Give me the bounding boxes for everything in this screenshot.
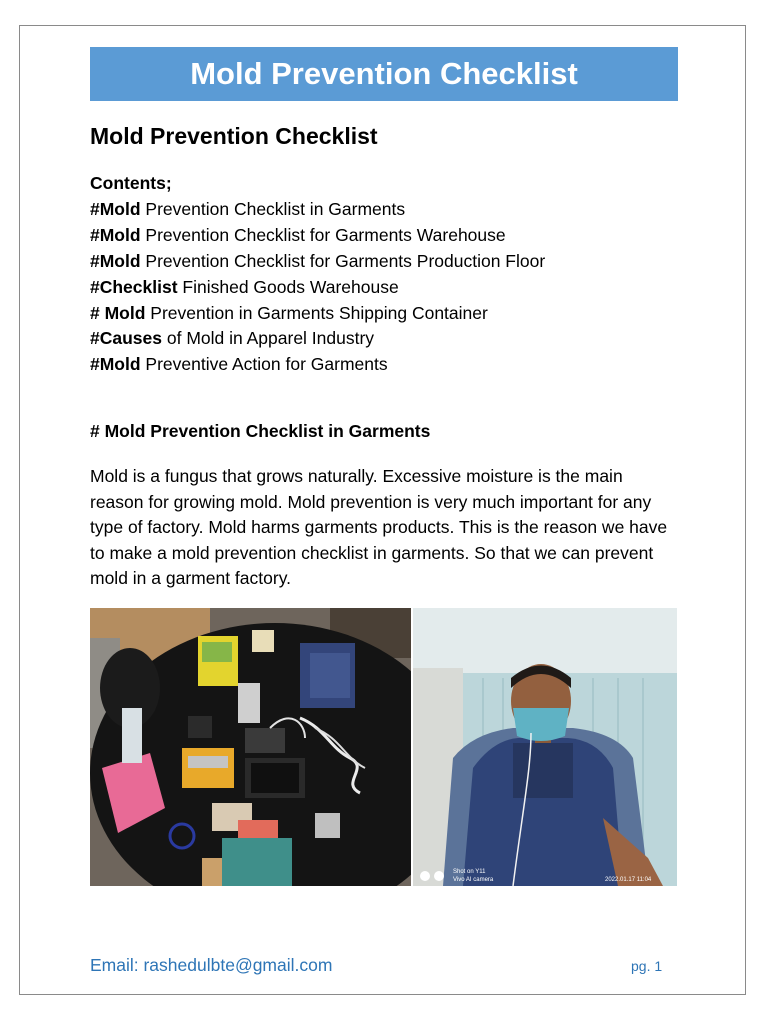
table-of-contents — [90, 171, 545, 378]
toc-text: Prevention Checklist in Garments — [140, 198, 406, 219]
page-number: pg. 1 — [631, 958, 663, 974]
inspector-photo — [413, 608, 677, 886]
toc-keyword: #Mold — [90, 250, 141, 271]
toc-item — [90, 197, 545, 223]
toc-item — [90, 352, 545, 378]
toc-text: Finished Goods Warehouse — [177, 276, 399, 297]
section-heading: # Mold Prevention Checklist in Garments — [90, 421, 431, 441]
camera-watermark-line2: Vivo AI camera — [453, 877, 494, 883]
inspector-photo-illustration — [413, 608, 677, 886]
toc-keyword: # Mold — [90, 302, 146, 323]
photo-timestamp: 2022.01.17 11:04 — [605, 877, 652, 883]
equipment-photo — [90, 608, 411, 886]
toc-keyword: #Mold — [90, 224, 141, 245]
toc-text: Prevention Checklist for Garments Warehouse — [140, 224, 506, 245]
body-paragraph: Mold is a fungus that grows naturally. Excessive moisture is the main reason for growing mold. Mold prevention is very much important for any type of factory. Mold harms garments products. This is the reason we have to make a mold prevention checklist in garments. So that we can prevent mold in a garment factory. — [90, 466, 668, 589]
toc-text: Prevention Checklist for Garments Production Floor — [140, 250, 546, 271]
toc-text: Prevention in Garments Shipping Container — [145, 302, 488, 323]
footer-email: Email: rashedulbte@gmail.com — [90, 955, 333, 975]
contents-heading: Contents; — [90, 173, 172, 193]
toc-text: of Mold in Apparel Industry — [162, 328, 375, 349]
banner-title: Mold Prevention Checklist — [90, 47, 678, 101]
toc-keyword: #Causes — [90, 328, 162, 349]
toc-item — [90, 301, 545, 327]
toc-keyword: #Mold — [90, 198, 141, 219]
toc-item — [90, 223, 545, 249]
document-title: Mold Prevention Checklist — [90, 123, 378, 149]
toc-keyword: #Mold — [90, 354, 141, 375]
toc-text: Preventive Action for Garments — [140, 354, 388, 375]
toc-keyword: #Checklist — [90, 276, 178, 297]
toc-item — [90, 326, 545, 352]
equipment-photo-illustration — [90, 608, 411, 886]
toc-item — [90, 249, 545, 275]
toc-item — [90, 275, 545, 301]
camera-watermark-line1: Shot on Y11 — [453, 869, 486, 875]
